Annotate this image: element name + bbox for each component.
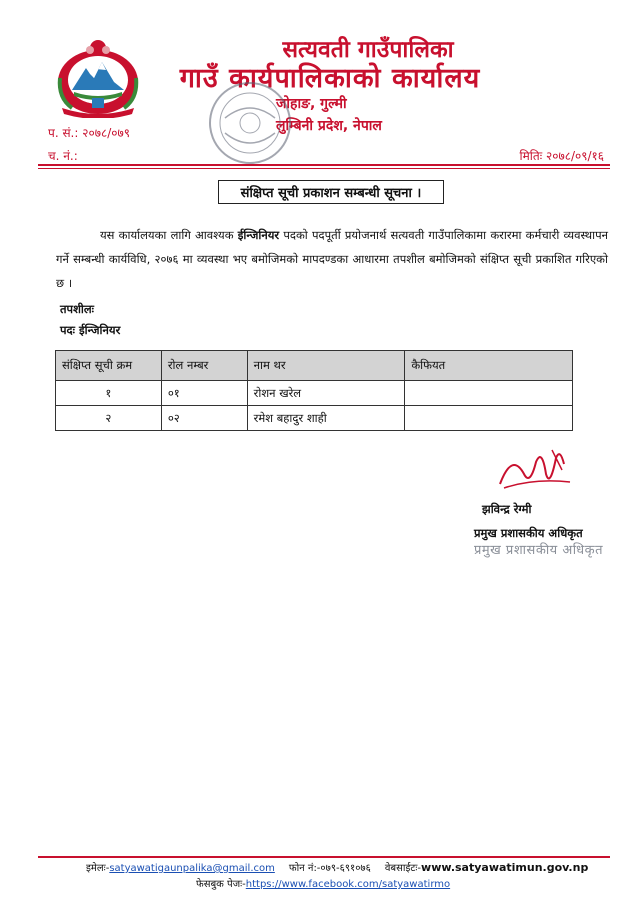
- office-name: सत्यवती गाउँपालिका: [282, 37, 454, 63]
- website-label: वेबसाईटः-: [384, 863, 422, 874]
- col-header-remarks: कैफियत: [405, 351, 573, 381]
- cell-remarks: [405, 381, 573, 406]
- website-link[interactable]: www.satyawatimun.gov.np: [421, 861, 589, 874]
- cell-serial: २: [56, 406, 162, 431]
- office-province: लुम्बिनी प्रदेश, नेपाल: [276, 118, 382, 134]
- cell-remarks: [405, 406, 573, 431]
- details-label: तपशीलः: [60, 302, 95, 316]
- col-header-roll: रोल नम्बर: [161, 351, 247, 381]
- email-link[interactable]: satyawatigaunpalika@gmail.com: [109, 863, 275, 874]
- signatory-name: झविन्द्र रेग्मी: [482, 502, 532, 516]
- table-row: [56, 381, 573, 406]
- footer-website: [385, 860, 589, 874]
- footer-phone: फोन नं:-०७९-६९१०७६: [288, 863, 371, 874]
- office-location: जोहाङ, गुल्मी: [276, 96, 347, 112]
- email-label: इमेलः-: [86, 863, 110, 874]
- table-row: [56, 406, 573, 431]
- cell-name: रमेश बहादुर शाही: [247, 406, 405, 431]
- dispatch-number: च. नं.:: [48, 149, 78, 163]
- shortlist-table: [55, 350, 573, 431]
- office-stamp: [205, 78, 295, 168]
- header-divider-thin: [38, 168, 610, 169]
- footer-email: [86, 860, 275, 874]
- cell-name: रोशन खरेल: [247, 381, 405, 406]
- notice-title: संक्षिप्त सूची प्रकाशन सम्बन्धी सूचना ।: [218, 180, 444, 204]
- cell-roll: ०१: [161, 381, 247, 406]
- footer-divider: [38, 856, 610, 858]
- footer-facebook: [196, 876, 450, 890]
- notice-body-post: ईन्जिनियर: [237, 228, 280, 242]
- letter-date: मितिः २०७८/०९/१६: [519, 149, 604, 163]
- cell-serial: १: [56, 381, 162, 406]
- col-header-serial: संक्षिप्त सूची क्रम: [56, 351, 162, 381]
- reference-number: प. सं.: २०७८/०७९: [48, 126, 130, 140]
- facebook-link[interactable]: https://www.facebook.com/satyawatirmo: [245, 879, 451, 890]
- col-header-name: नाम थर: [247, 351, 405, 381]
- notice-body-start: यस कार्यालयका लागि आवश्यक: [100, 228, 238, 242]
- facebook-label: फेसबुक पेजः-: [196, 879, 246, 890]
- cell-roll: ०२: [161, 406, 247, 431]
- notice-body-rest: पदको पदपूर्ती प्रयोजनार्थ सत्यवती गाउँपालिकामा करारमा कर्मचारी व्यवस्थापन गर्ने सम्बन्धी कार्यविधि, २०७६ मा व्यवस्था भए बमोजिमको मापदण्डका आधारमा तपशील बमोजिमको संक्षिप्त सूची प्रकाशित गरिएको छ ।: [56, 228, 608, 290]
- office-subtitle: गाउँ कार्यपालिकाको कार्यालय: [179, 63, 481, 94]
- footer-contact: [86, 860, 626, 874]
- signatory-title: प्रमुख प्रशासकीय अधिकृत: [474, 526, 583, 540]
- table-header-row: [56, 351, 573, 381]
- header-divider: [38, 164, 610, 166]
- signature-mark: [494, 444, 574, 494]
- post-label: पदः ईन्जिनियर: [60, 323, 121, 337]
- notice-body: [56, 223, 608, 295]
- signatory-stamp: प्रमुख प्रशासकीय अधिकृत: [474, 543, 604, 558]
